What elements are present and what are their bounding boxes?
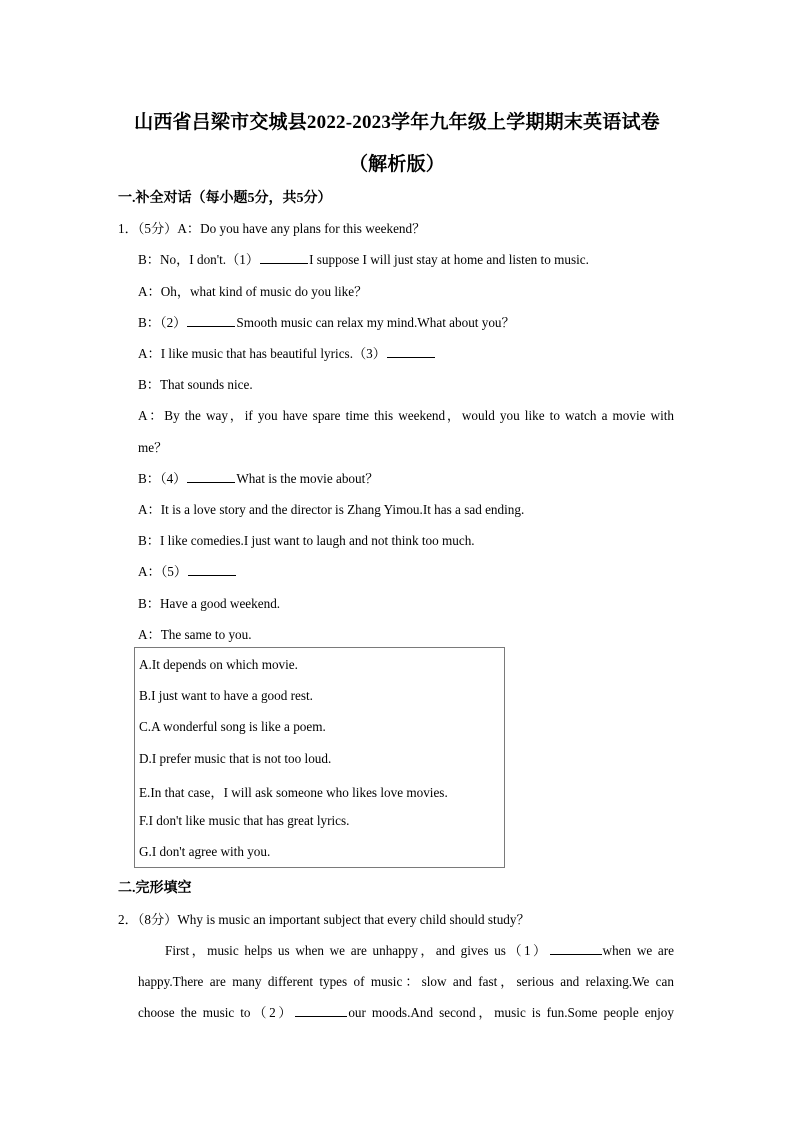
speaker-label: A：: [138, 502, 161, 517]
dialogue-line: [138, 437, 167, 456]
dialogue-line: [138, 561, 237, 580]
answer-blank[interactable]: [550, 942, 602, 955]
dialogue-text: That sounds nice.: [159, 377, 253, 392]
speaker-label: B：: [138, 533, 160, 548]
dialogue-text: By the way，if you have spare time this weekend，would you like to watch a movie with: [164, 408, 674, 423]
dialogue-line: [138, 405, 674, 424]
option-item: G.I don't agree with you.: [139, 844, 271, 860]
paragraph-text: choose the music to（2）: [138, 1005, 295, 1020]
exam-subtitle: （解析版）: [348, 154, 445, 175]
dialogue-line: [138, 312, 515, 331]
dialogue-line: [138, 530, 475, 549]
answer-blank[interactable]: [387, 345, 435, 358]
dialogue-text: Smooth music can relax my mind.What about you？: [236, 315, 515, 330]
dialogue-text: Oh，what kind of music do you like？: [160, 284, 368, 299]
paragraph-line: [138, 1002, 674, 1021]
dialogue-text: I suppose I will just stay at home and listen to music.: [309, 252, 589, 267]
dialogue-text: The same to you.: [160, 627, 252, 642]
option-item: A.It depends on which movie.: [139, 657, 298, 672]
dialogue-text: （4）: [159, 471, 187, 486]
speaker-label: A：: [138, 284, 161, 299]
dialogue-text: Do you have any plans for this weekend？: [200, 221, 426, 236]
speaker-label: A：: [138, 408, 165, 423]
dialogue-text: No，I don't.（1）: [159, 252, 260, 267]
speaker-label: A：: [138, 346, 161, 361]
paragraph-line: [138, 940, 674, 959]
dialogue-line: [138, 468, 378, 487]
speaker-label: B：: [138, 252, 160, 267]
dialogue-text: What is the movie about？: [236, 471, 379, 486]
speaker-label: B：: [138, 596, 160, 611]
speaker-label: B：: [138, 471, 160, 486]
option-item: E.In that case，I will ask someone who likes love movies.: [139, 784, 448, 800]
option-item: D.I prefer music that is not too loud.: [139, 750, 332, 766]
paragraph-text: our moods.And second，music is fun.Some people enjoy: [348, 1005, 674, 1020]
speaker-label: A：: [138, 627, 161, 642]
dialogue-text: I like comedies.I just want to laugh and not think too much.: [159, 533, 475, 548]
answer-blank[interactable]: [260, 251, 308, 264]
answer-blank[interactable]: [188, 563, 236, 576]
dialogue-line: [138, 499, 524, 518]
speaker-label: A：: [138, 564, 161, 579]
answer-blank[interactable]: [187, 470, 235, 483]
answer-blank[interactable]: [187, 314, 235, 327]
dialogue-line: [138, 343, 436, 362]
speaker-label: A：: [177, 221, 201, 236]
dialogue-text: me？: [138, 440, 168, 455]
dialogue-line: [138, 624, 252, 643]
paragraph-text: when we are: [602, 943, 674, 958]
section-2-heading: 二.完形填空: [118, 881, 192, 896]
paragraph-line: [138, 971, 674, 990]
dialogue-text: I like music that has beautiful lyrics.（3）: [160, 346, 386, 361]
dialogue-text: Have a good weekend.: [159, 596, 281, 611]
dialogue-line: [138, 593, 280, 612]
speaker-label: B：: [138, 377, 160, 392]
answer-blank[interactable]: [295, 1004, 347, 1017]
question-2-label: 2．（8分）: [118, 912, 178, 927]
dialogue-line: [118, 218, 425, 237]
dialogue-line: [138, 249, 589, 268]
option-item: C.A wonderful song is like a poem.: [139, 719, 326, 735]
dialogue-line: [138, 374, 253, 393]
dialogue-text: （2）: [159, 315, 187, 330]
option-item: B.I just want to have a good rest.: [139, 688, 313, 704]
dialogue-line: [138, 281, 367, 300]
options-box: [134, 647, 505, 868]
exam-title: 山西省吕梁市交城县2022-2023学年九年级上学期期末英语试卷: [134, 112, 660, 133]
speaker-label: B：: [138, 315, 160, 330]
question-2: [118, 909, 530, 928]
option-item: F.I don't like music that has great lyrics.: [139, 813, 350, 828]
paragraph-text: First，music helps us when we are unhappy，and gives us（1）: [165, 943, 549, 958]
dialogue-text: （5）: [160, 564, 188, 579]
question-1-label: 1．（5分）: [118, 221, 178, 236]
paragraph-text: happy.There are many different types of music：slow and fast，serious and relaxing.We can: [138, 974, 674, 989]
dialogue-text: It is a love story and the director is Zhang Yimou.It has a sad ending.: [160, 502, 525, 517]
question-2-text: Why is music an important subject that every child should study？: [177, 912, 530, 927]
section-1-heading: 一.补全对话（每小题5分，共5分）: [118, 191, 332, 206]
